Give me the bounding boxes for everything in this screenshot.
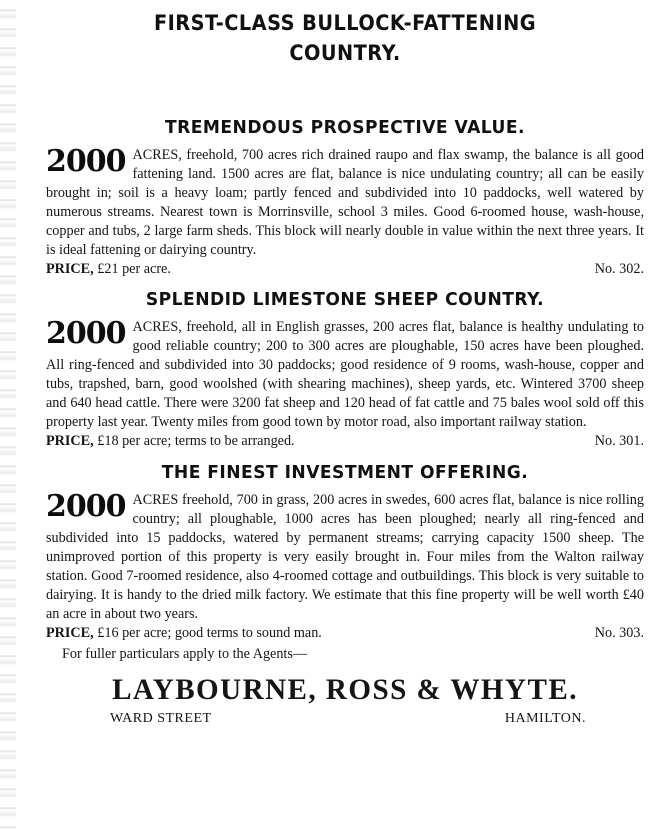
price-value: £16 per acre; good terms to sound man. — [97, 625, 322, 641]
acreage-figure: 2000 — [46, 144, 126, 179]
listing-heading: SPLENDID LIMESTONE SHEEP COUNTRY. — [145, 289, 545, 310]
agents-address — [46, 710, 644, 728]
price-line — [46, 432, 644, 451]
listing-body: ACRES, freehold, 700 acres rich drained raupo and flax swamp, the balance is all good fattening land. 1500 acres are flat, balance is nice undulating country; all can be easily brought in; soil is a heavy loam; partly fenced and subdivided into 10 paddocks, well watered by numerous streams. Nearest town is Morrinsville, school 3 miles. Good 6-roomed house, wash-house, copper and tubs, 2 large farm sheds. This block will nearly double in value within the next three years. It is ideal fattening or dairying country. — [46, 147, 644, 258]
particulars-line: For fuller particulars apply to the Agents— — [62, 646, 308, 662]
main-title-line-2: COUNTRY. — [289, 41, 401, 65]
street-address: WARD STREET — [110, 711, 212, 726]
listing-301 — [46, 288, 644, 451]
price — [46, 432, 295, 451]
listing-description — [46, 318, 644, 432]
acreage-figure: 2000 — [46, 489, 126, 524]
listing-description — [46, 146, 644, 260]
price — [46, 624, 322, 643]
listing-heading: THE FINEST INVESTMENT OFFERING. — [161, 462, 529, 483]
price-label: PRICE, — [46, 261, 94, 277]
price-line — [46, 624, 644, 643]
listing-number: No. 301. — [594, 433, 644, 449]
listing-number: No. 302. — [594, 261, 644, 277]
main-title-line-1: FIRST-CLASS BULLOCK-FATTENING — [153, 11, 537, 35]
main-title — [70, 8, 620, 68]
price — [46, 260, 171, 279]
listing-303 — [46, 461, 644, 643]
listing-body: ACRES freehold, 700 in grass, 200 acres in swedes, 600 acres flat, balance is nice rolling country; all ploughable, 1000 acres has been ploughed; nearly all ring-fenced and subdivided into 15 paddocks, watered by permanent streams; carrying capacity 1500 sheep. The unimproved portion of this property is very easily brought in. Four miles from the Walton railway station. Good 7-roomed residence, also 4-roomed cottage and outbuildings. This block is very suitable to dairying. It is handy to the dried milk factory. We estimate that this fine property will be well worth £40 an acre in about two years. — [46, 492, 644, 622]
price-label: PRICE, — [46, 625, 94, 641]
town-name: HAMILTON. — [504, 711, 586, 726]
listing-body: ACRES, freehold, all in English grasses, 200 acres flat, balance is healthy undulating to good reliable country; 200 to 300 acres are ploughable, 150 acres have been ploughed. All ring-fenced and subdivided into 30 paddocks; good residence of 9 rooms, wash-house, copper and tubs, trapshed, barn, good woolshed (with shearing machines), sheep yards, etc. Wintered 3700 sheep and 640 head cattle. There were 3200 fat sheep and 120 head of fat cattle and 75 bales wool sold off this property last year. Twenty miles from good town by motor road, also important railway station. — [46, 319, 644, 430]
agents-name: LAYBOURNE, ROSS & WHYTE. — [112, 673, 578, 706]
price-label: PRICE, — [46, 433, 94, 449]
acreage-figure: 2000 — [46, 316, 126, 351]
price-line — [46, 260, 644, 279]
listing-302 — [46, 116, 644, 279]
listing-heading: TREMENDOUS PROSPECTIVE VALUE. — [164, 117, 526, 138]
listing-number: No. 303. — [594, 625, 644, 641]
price-value: £21 per acre. — [97, 261, 171, 277]
listing-description — [46, 491, 644, 624]
price-value: £18 per acre; terms to be arranged. — [97, 433, 295, 449]
